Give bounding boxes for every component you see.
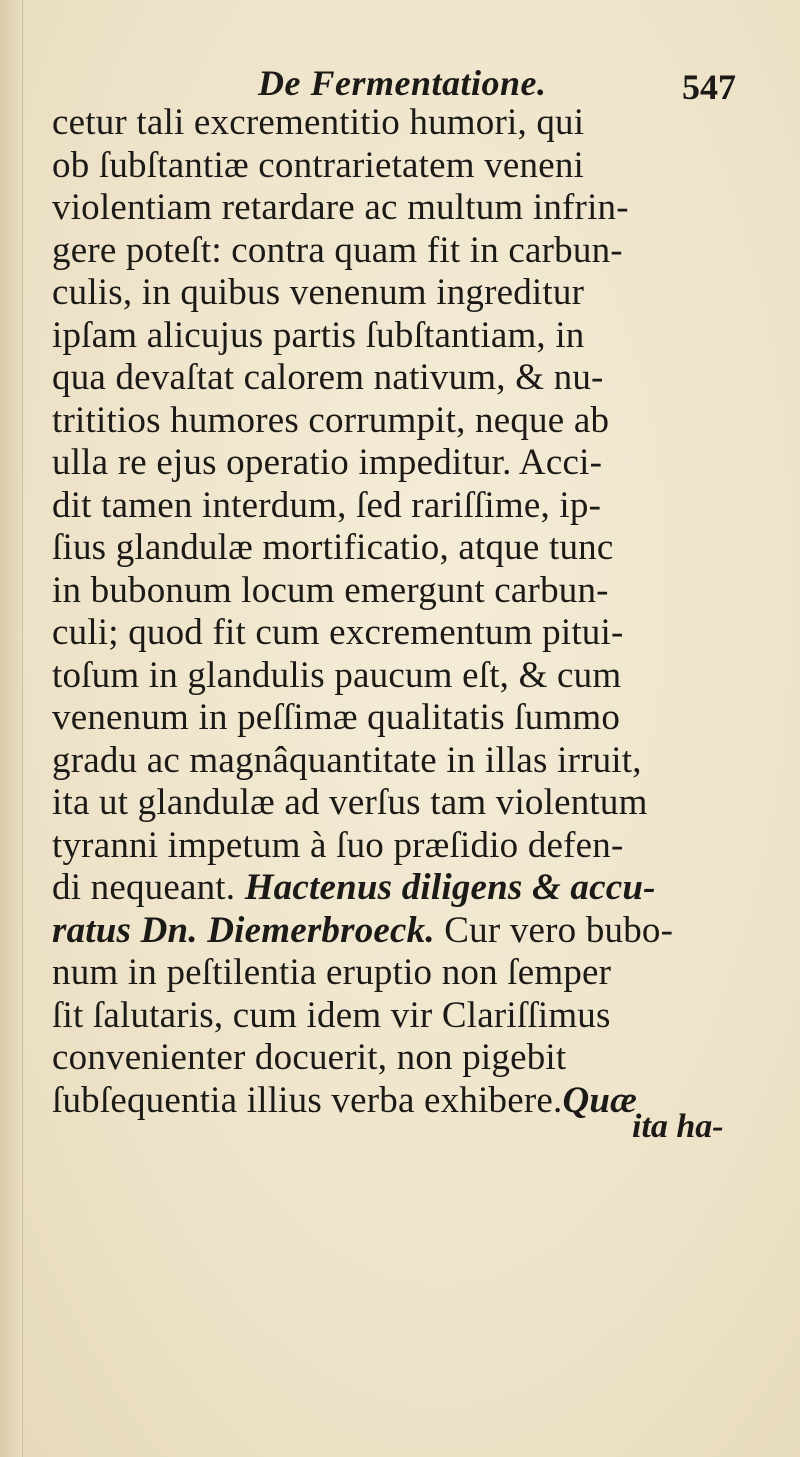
text-line: culi; quod fit cum excrementum pitui- [52, 612, 624, 653]
text-line: dit tamen interdum, ſed rariſſime, ip- [52, 484, 602, 526]
text-line: tyranni impetum à ſuo præſidio defen- [52, 824, 624, 866]
page-gutter [0, 0, 23, 1457]
catchword: ita ha- [632, 1108, 724, 1145]
text-line: ipſam alicujus partis ſubſtantiam, in [52, 314, 585, 356]
text-line: in bubonum locum emergunt carbun- [52, 569, 609, 611]
text-line: qua devaſtat calorem nativum, & nu- [52, 357, 604, 398]
text-line: ita ut glandulæ ad verſus tam violentum [52, 782, 648, 823]
text-line: toſum in glandulis paucum eſt, & cum [52, 654, 622, 696]
text-line: ulla re ejus operatio impeditur. Acci- [52, 442, 603, 483]
text-line: ſius glandulæ mortificatio, atque tunc [52, 527, 614, 568]
text-line: ſit ſalutaris, cum idem vir Clariſſimus [52, 994, 611, 1036]
text-line: gradu ac magnâquantitate in illas irruit, [52, 739, 642, 781]
text-line: violentiam retardare ac multum infrin- [52, 187, 629, 228]
text-segment: ſubſequentia illius verba exhibere. [52, 1079, 563, 1121]
italic-citation: ratus Dn. Diemerbroeck. [52, 909, 435, 951]
running-head: De Fermentatione. [258, 63, 547, 103]
text-line: cetur tali excrementitio humori, qui [52, 102, 585, 143]
text-line: num in peſtilentia eruptio non ſemper [52, 952, 612, 993]
italic-word: Quæ [562, 1079, 638, 1121]
text-line: convenienter docuerit, non pigebit [52, 1037, 567, 1078]
text-segment: di nequeant. [52, 867, 236, 908]
text-line-mixed [52, 867, 792, 910]
italic-citation: Hactenus diligens & accu- [244, 867, 656, 908]
body-text [52, 102, 792, 1122]
page-number: 547 [682, 67, 736, 107]
text-line: ob ſubſtantiæ contrarietatem veneni [52, 144, 585, 186]
text-line-mixed [52, 910, 792, 953]
text-segment: Cur vero bubo- [444, 909, 674, 951]
text-line: trititios humores corrumpit, neque ab [52, 399, 610, 441]
text-line: venenum in peſſimæ qualitatis ſummo [52, 697, 621, 738]
text-line: gere poteſt: contra quam fit in carbun- [52, 229, 623, 271]
text-line: culis, in quibus venenum ingreditur [52, 272, 585, 313]
